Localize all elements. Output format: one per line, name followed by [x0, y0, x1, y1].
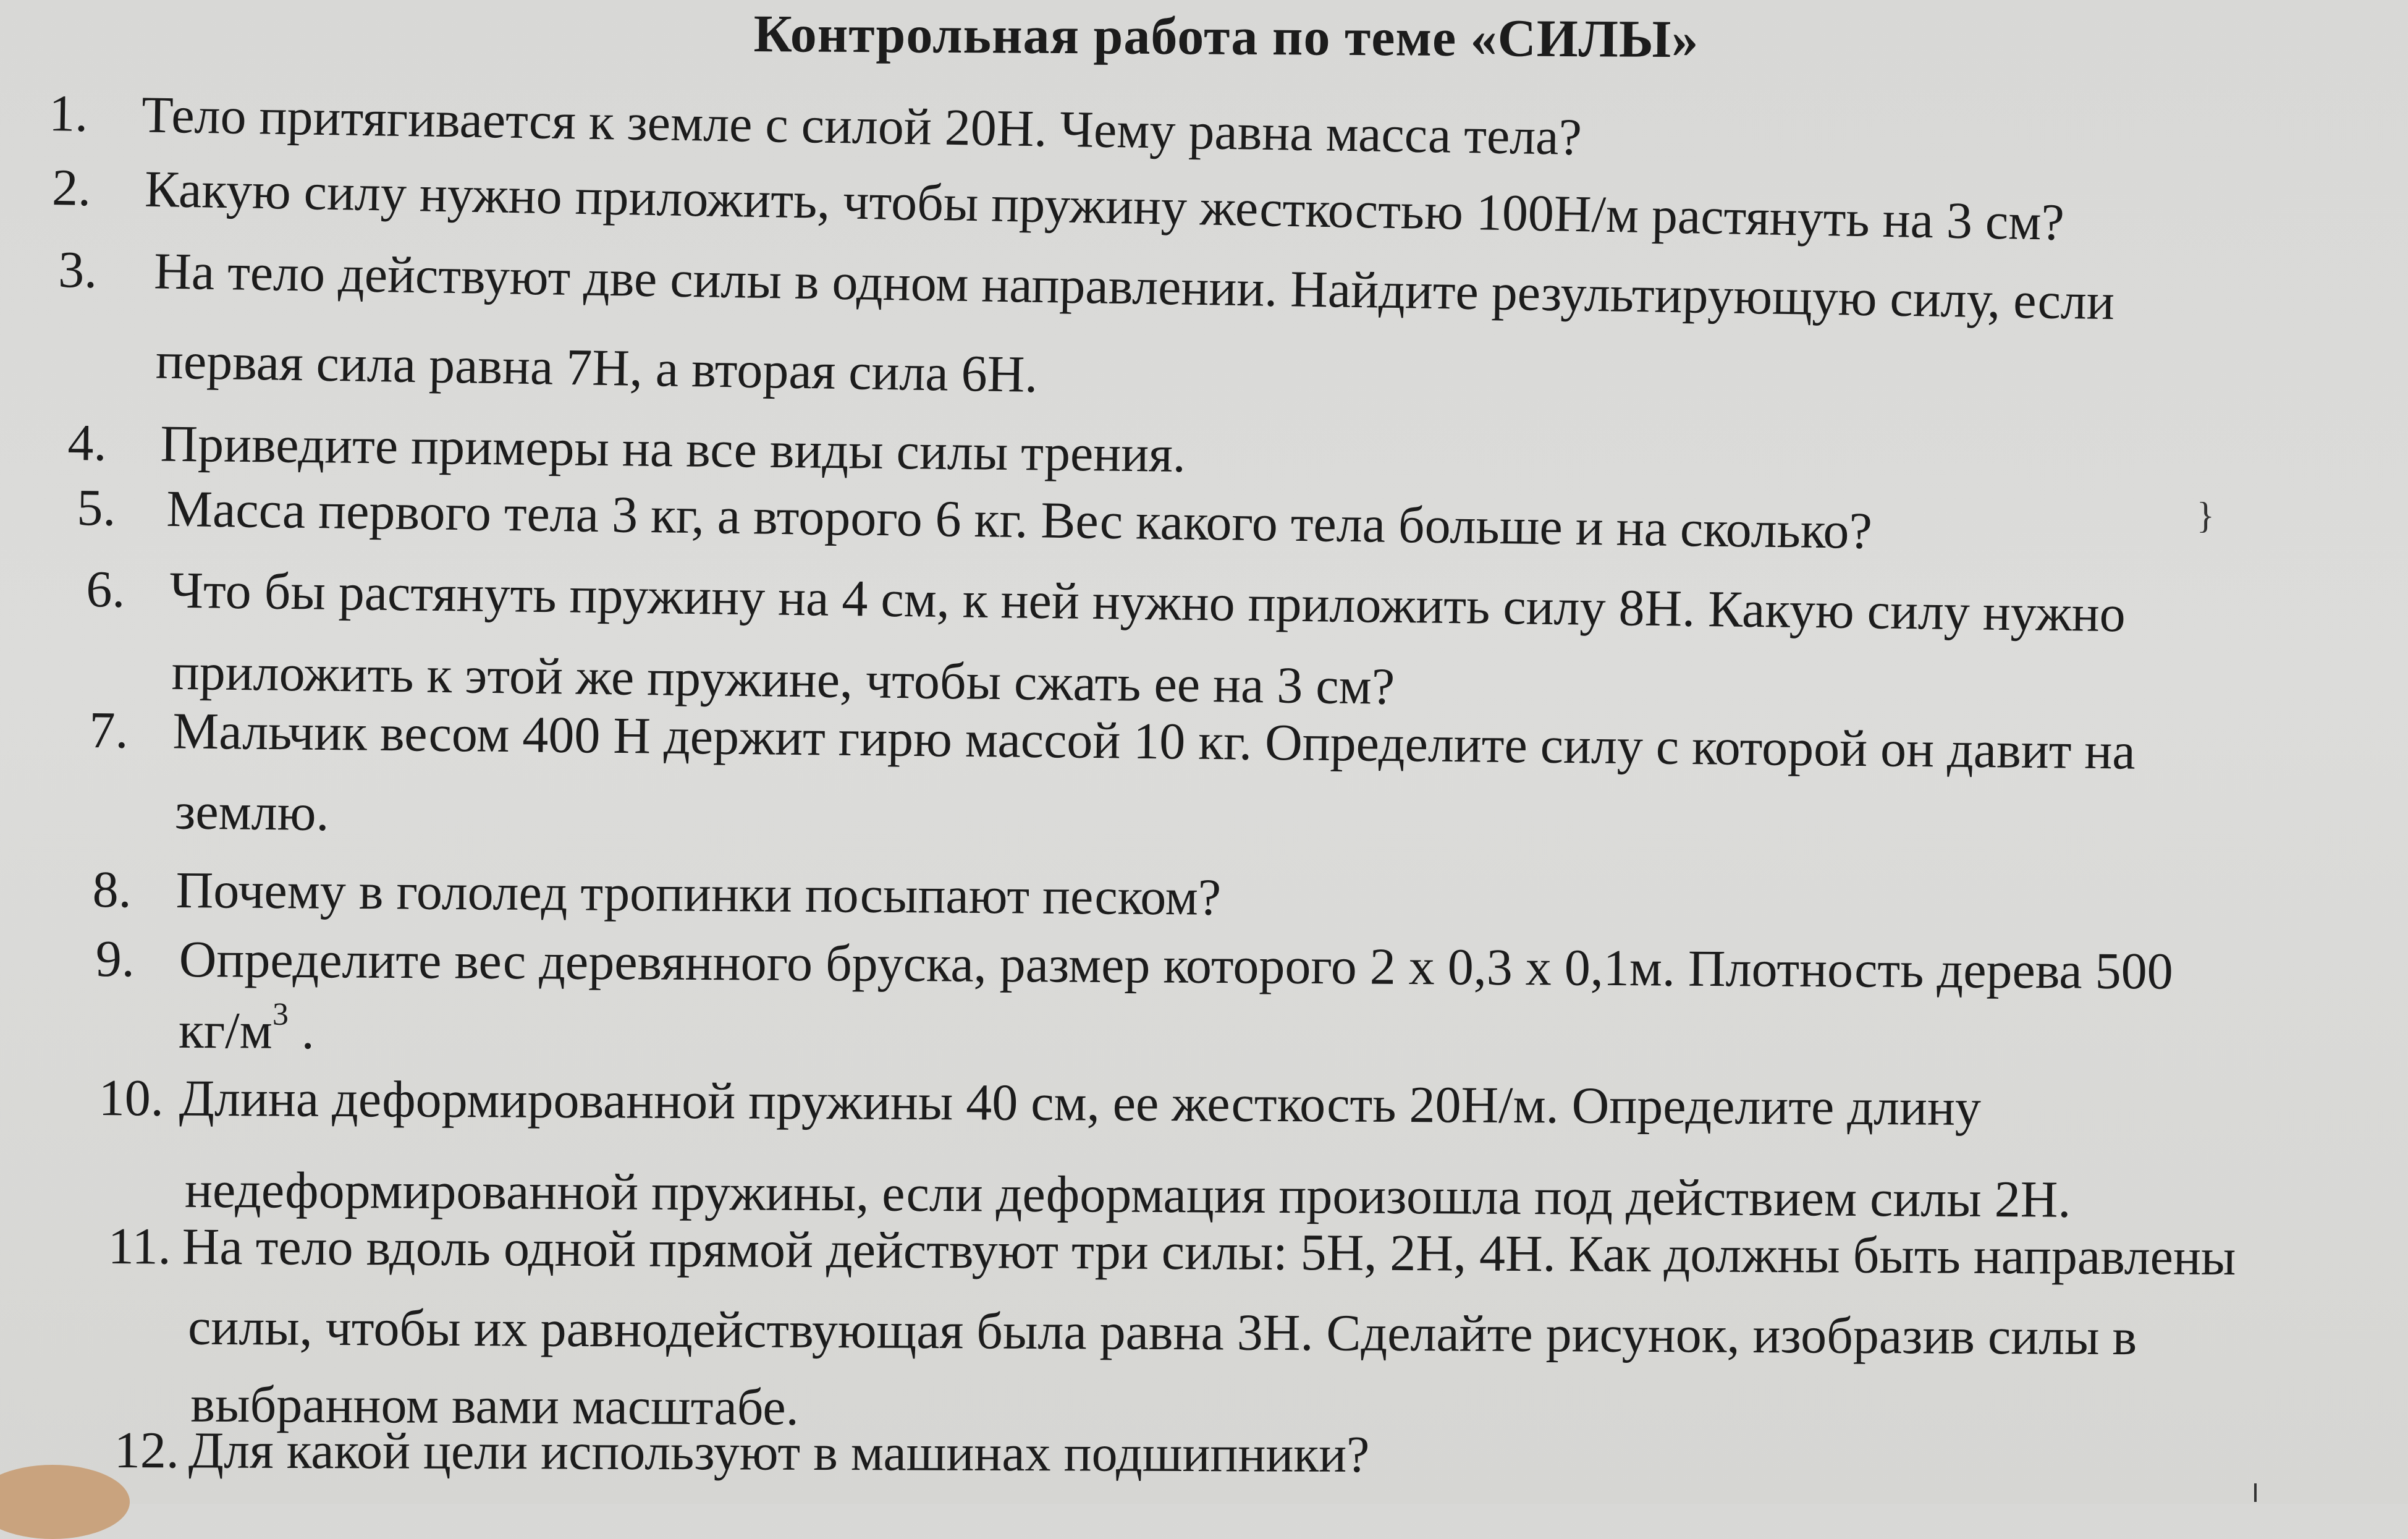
question-number: 6.: [85, 561, 126, 619]
question-text: Определите вес деревянного бруска, размер которого 2 х 0,3 х 0,1м. Плотность дерева 500: [179, 930, 2173, 1001]
question-text: приложить к этой же пружине, чтобы сжать ее на 3 см?: [171, 643, 1395, 716]
unit-suffix: .: [288, 1002, 315, 1061]
question-number: 12.: [114, 1422, 180, 1480]
question-text: Длина деформированной пружины 40 см, ее жесткость 20Н/м. Определите длину: [179, 1069, 1982, 1137]
question-number: 4.: [67, 414, 108, 472]
question-number: 1.: [48, 85, 89, 143]
question-text: Для какой цели используют в машинах подшипники?: [188, 1422, 1370, 1484]
question-number: 9.: [95, 930, 135, 988]
question-number: 7.: [89, 702, 129, 760]
margin-mark: }: [2197, 495, 2215, 536]
question-text: Мальчик весом 400 Н держит гирю массой 10 кг. Определите силу с которой он давит на: [172, 702, 2136, 781]
question-text: выбранном вами масштабе.: [190, 1375, 799, 1436]
question-text: первая сила равна 7Н, а вторая сила 6Н.: [155, 332, 1039, 404]
question-text: На тело действуют две силы в одном направлении. Найдите результирующую силу, если: [153, 242, 2115, 331]
unit-exponent: 3: [272, 996, 289, 1032]
question-text: Почему в гололед тропинки посыпают песком?: [175, 861, 1222, 926]
question-text: недеформированной пружины, если деформация произошла под действием силы 2Н.: [184, 1161, 2071, 1229]
question-number: 10.: [98, 1069, 164, 1127]
question-number: 2.: [51, 159, 92, 218]
question-text: Какую силу нужно приложить, чтобы пружину жесткостью 100Н/м растянуть на 3 см?: [144, 160, 2065, 252]
pen-mark: [2254, 1483, 2257, 1502]
page-title: Контрольная работа по теме «СИЛЫ»: [753, 3, 1699, 69]
question-text: Что бы растянуть пружину на 4 см, к ней нужно приложить силу 8Н. Какую силу нужно: [169, 561, 2126, 643]
question-number: 3.: [57, 241, 98, 299]
finger-shadow: [0, 1465, 130, 1539]
question-text: силы, чтобы их равнодействующая была равна 3Н. Сделайте рисунок, изобразив силы в: [187, 1298, 2137, 1367]
question-text: На тело вдоль одной прямой действуют три силы: 5Н, 2Н, 4Н. Как должны быть направлены: [182, 1218, 2236, 1287]
question-text: Тело притягивается к земле с силой 20Н. Чему равна масса тела?: [141, 86, 1582, 166]
question-number: 11.: [108, 1218, 171, 1276]
question-number: 5.: [76, 479, 117, 537]
question-text: Масса первого тела 3 кг, а второго 6 кг. Вес какого тела больше и на сколько?: [166, 480, 1873, 561]
density-unit: кг/м: [178, 1001, 273, 1060]
question-number: 8.: [92, 861, 132, 919]
question-text-unit: [178, 996, 315, 1061]
question-text: землю.: [174, 782, 329, 842]
question-text: Приведите примеры на все виды силы трения.: [160, 415, 1186, 483]
